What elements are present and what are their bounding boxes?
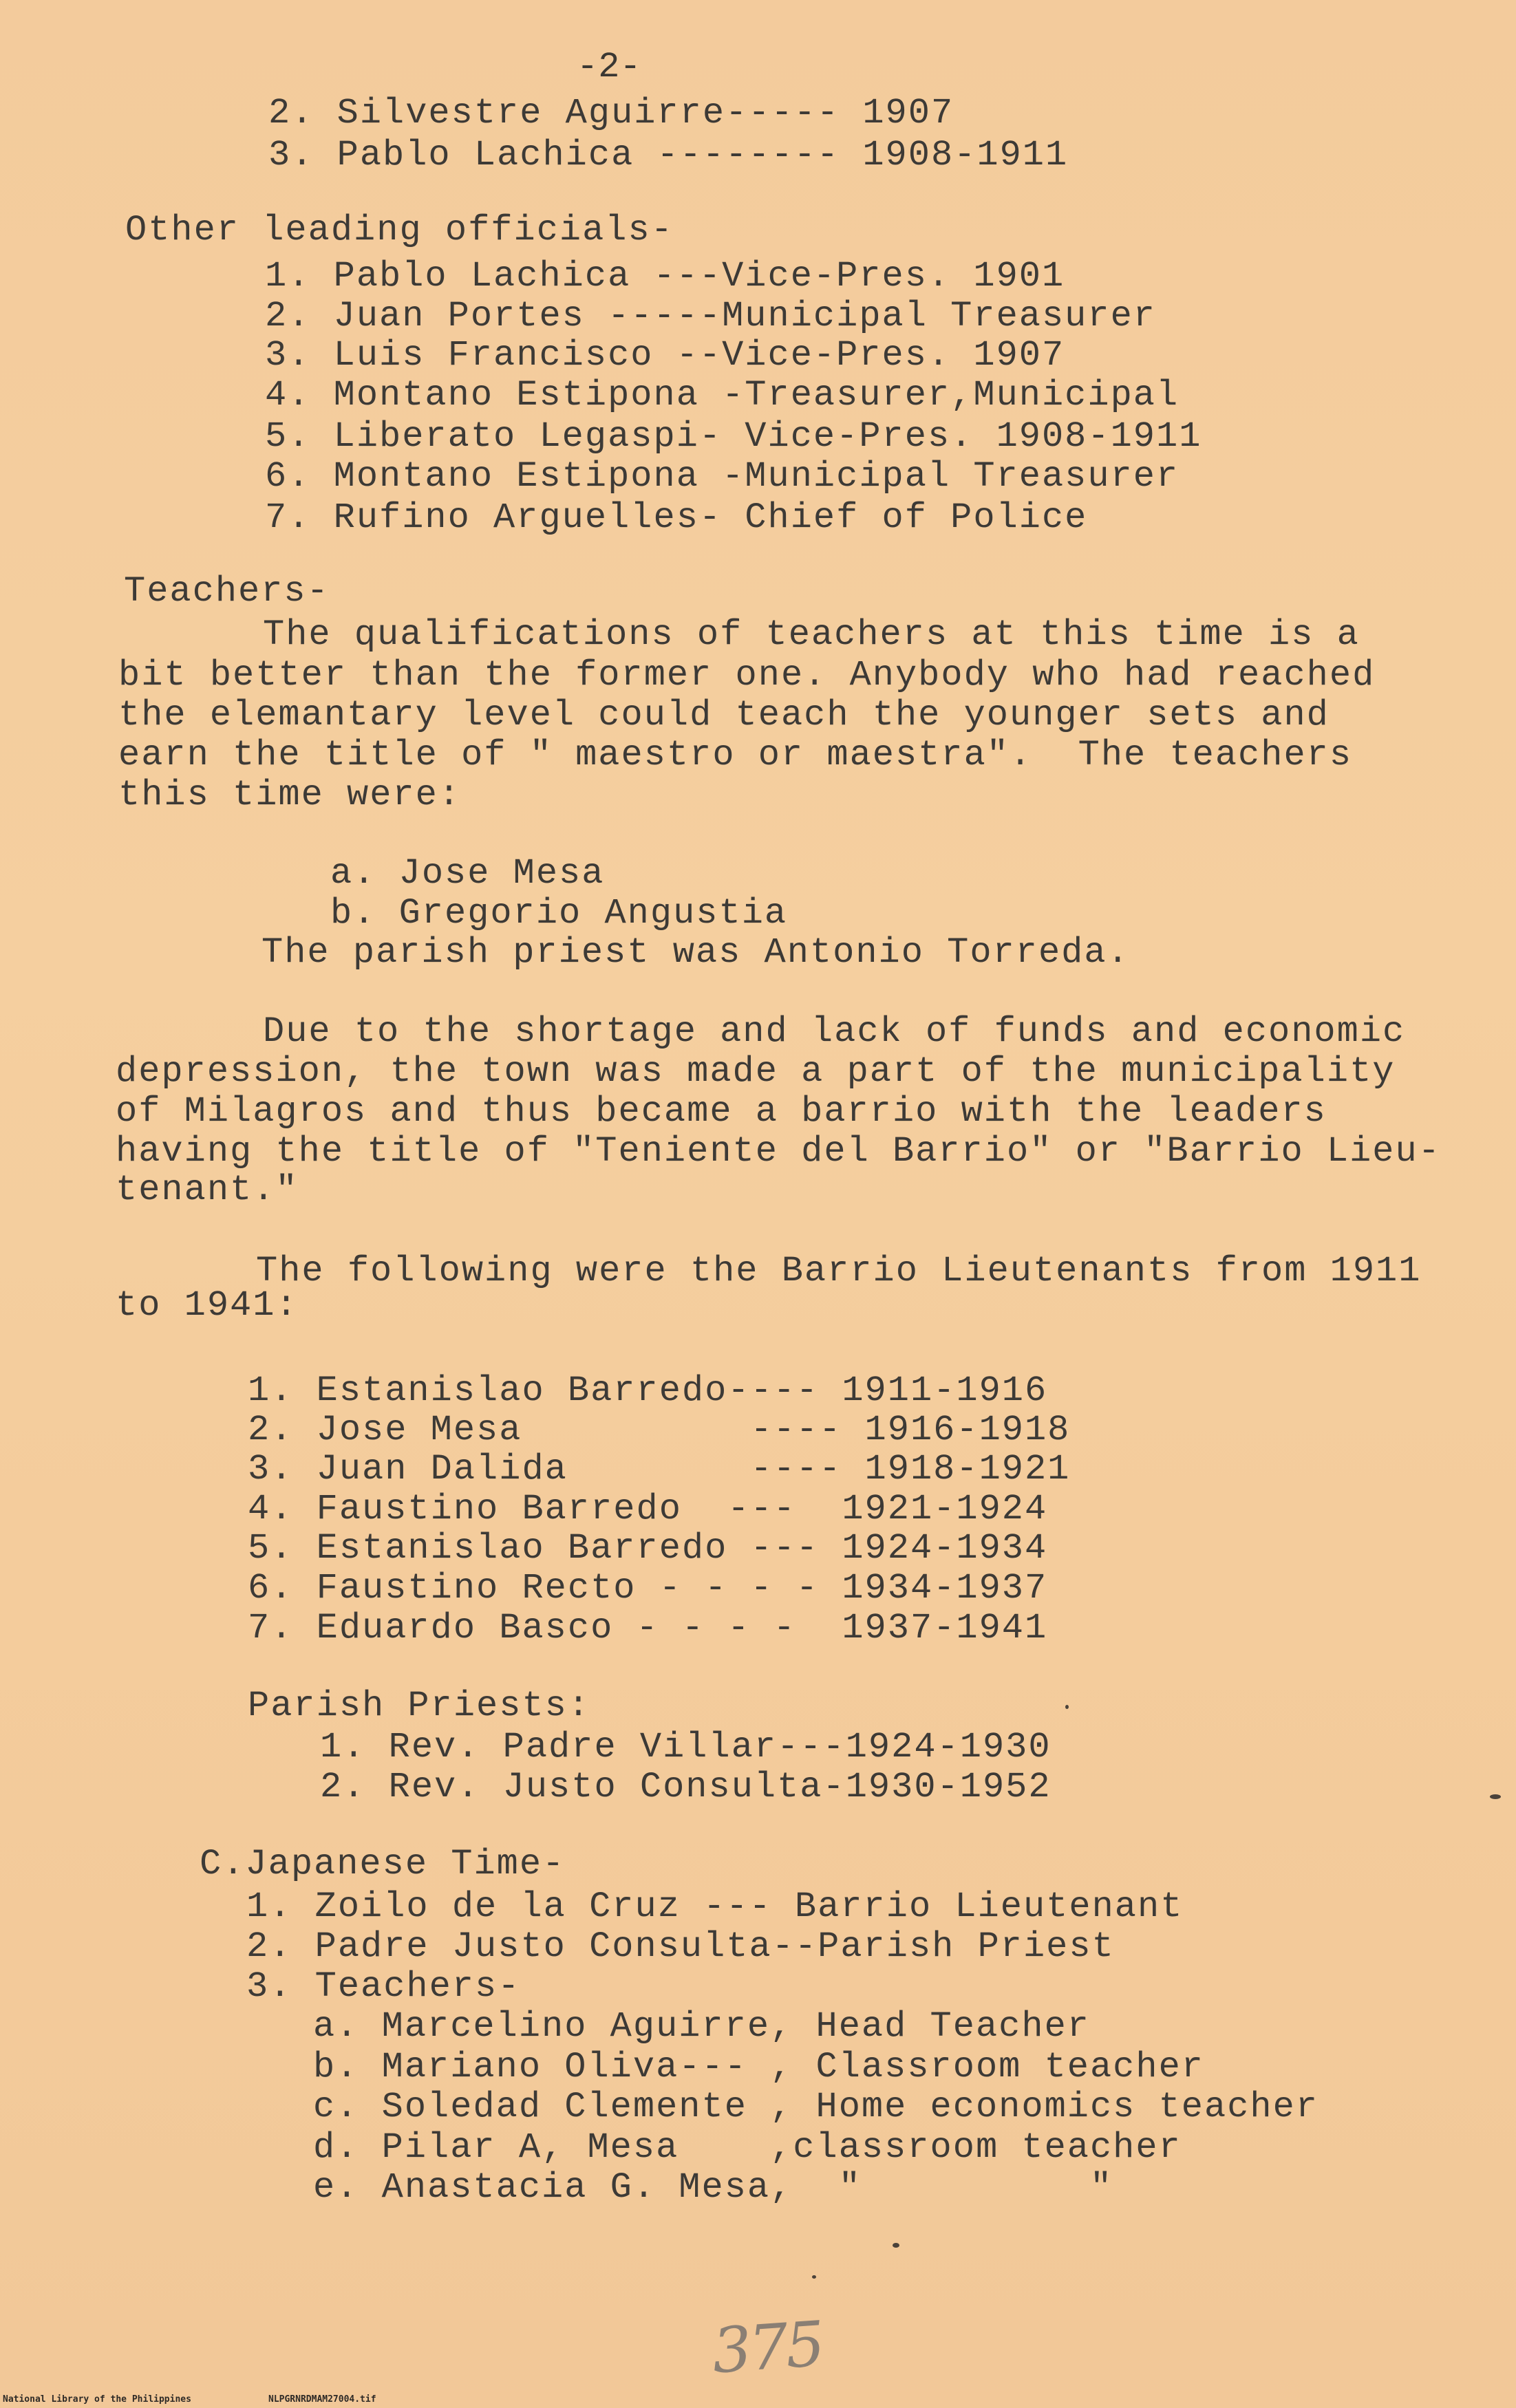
depression-paragraph-line: Due to the shortage and lack of funds and economic	[263, 1011, 1406, 1052]
lieutenant-item: 7. Eduardo Basco - - - - 1937-1941	[248, 1608, 1048, 1648]
president-item: 3. Pablo Lachica -------- 1908-1911	[268, 135, 1069, 175]
teachers-paragraph-line: the elemantary level could teach the younger sets and	[118, 695, 1330, 735]
lieutenant-item: 4. Faustino Barredo --- 1921-1924	[248, 1489, 1048, 1529]
parish-priest-item: 1. Rev. Padre Villar---1924-1930	[320, 1727, 1051, 1767]
official-item: 1. Pablo Lachica ---Vice-Pres. 1901	[265, 256, 1065, 297]
official-item: 5. Liberato Legaspi- Vice-Pres. 1908-1911	[265, 416, 1202, 457]
teachers-paragraph-line: The qualifications of teachers at this time is a	[263, 614, 1360, 655]
parish-priest-item: 2. Rev. Justo Consulta-1930-1952	[320, 1767, 1051, 1807]
ink-speck	[893, 2243, 899, 2248]
ink-speck	[812, 2275, 816, 2279]
japanese-time-heading: C.Japanese Time-	[200, 1844, 566, 1884]
official-item: 3. Luis Francisco --Vice-Pres. 1907	[265, 335, 1065, 376]
footer-file: NLPGRNRDMAM27004.tif	[268, 2394, 376, 2405]
depression-paragraph-line: having the title of "Teniente del Barrio" or "Barrio Lieu-	[116, 1131, 1441, 1172]
ink-speck	[1490, 1794, 1501, 1799]
teachers-paragraph-line: earn the title of " maestro or maestra". The teachers	[118, 735, 1353, 775]
japanese-teacher-item: d. Pilar A, Mesa ,classroom teacher	[313, 2127, 1182, 2168]
parish-priest-line: The parish priest was Antonio Torreda.	[261, 932, 1130, 973]
teacher-item: a. Jose Mesa	[330, 853, 605, 894]
lieutenant-item: 5. Estanislao Barredo --- 1924-1934	[248, 1528, 1048, 1569]
lieutenant-item: 1. Estanislao Barredo---- 1911-1916	[248, 1370, 1048, 1411]
lieutenant-item: 3. Juan Dalida ---- 1918-1921	[248, 1449, 1071, 1490]
japanese-time-item: 2. Padre Justo Consulta--Parish Priest	[246, 1926, 1115, 1967]
lieutenant-item: 2. Jose Mesa ---- 1916-1918	[248, 1410, 1071, 1450]
teachers-heading: Teachers-	[124, 571, 330, 612]
officials-heading: Other leading officials-	[125, 210, 674, 250]
handwritten-page-number: 375	[709, 2308, 825, 2388]
japanese-time-item: 3. Teachers-	[246, 1966, 521, 2007]
japanese-teacher-item: a. Marcelino Aguirre, Head Teacher	[313, 2006, 1090, 2047]
lieutenants-intro-line: The following were the Barrio Lieutenants from 1911	[256, 1251, 1422, 1291]
lieutenant-item: 6. Faustino Recto - - - - 1934-1937	[248, 1568, 1048, 1609]
ink-speck	[1065, 1705, 1069, 1709]
footer-library: National Library of the Philippines	[3, 2394, 191, 2405]
parish-priests-heading: Parish Priests:	[248, 1686, 591, 1726]
official-item: 2. Juan Portes -----Municipal Treasurer	[265, 296, 1156, 336]
japanese-teacher-item: e. Anastacia G. Mesa, " "	[313, 2167, 1113, 2208]
depression-paragraph-line: of Milagros and thus became a barrio with the leaders	[116, 1091, 1327, 1132]
japanese-teacher-item: b. Mariano Oliva--- , Classroom teacher	[313, 2047, 1204, 2087]
official-item: 6. Montano Estipona -Municipal Treasurer	[265, 456, 1179, 497]
president-item: 2. Silvestre Aguirre----- 1907	[268, 93, 954, 133]
japanese-time-item: 1. Zoilo de la Cruz --- Barrio Lieutenant	[246, 1886, 1184, 1927]
japanese-teacher-item: c. Soledad Clemente , Home economics teacher	[313, 2087, 1319, 2127]
teacher-item: b. Gregorio Angustia	[330, 893, 788, 934]
lieutenants-intro-line: to 1941:	[116, 1285, 299, 1326]
teachers-paragraph-line: bit better than the former one. Anybody who had reached	[118, 655, 1376, 696]
page-number: -2-	[577, 47, 641, 87]
teachers-paragraph-line: this time were:	[118, 775, 462, 815]
official-item: 4. Montano Estipona -Treasurer,Municipal	[265, 375, 1179, 416]
official-item: 7. Rufino Arguelles- Chief of Police	[265, 497, 1088, 538]
depression-paragraph-line: tenant."	[116, 1170, 299, 1210]
depression-paragraph-line: depression, the town was made a part of the municipality	[116, 1051, 1396, 1092]
